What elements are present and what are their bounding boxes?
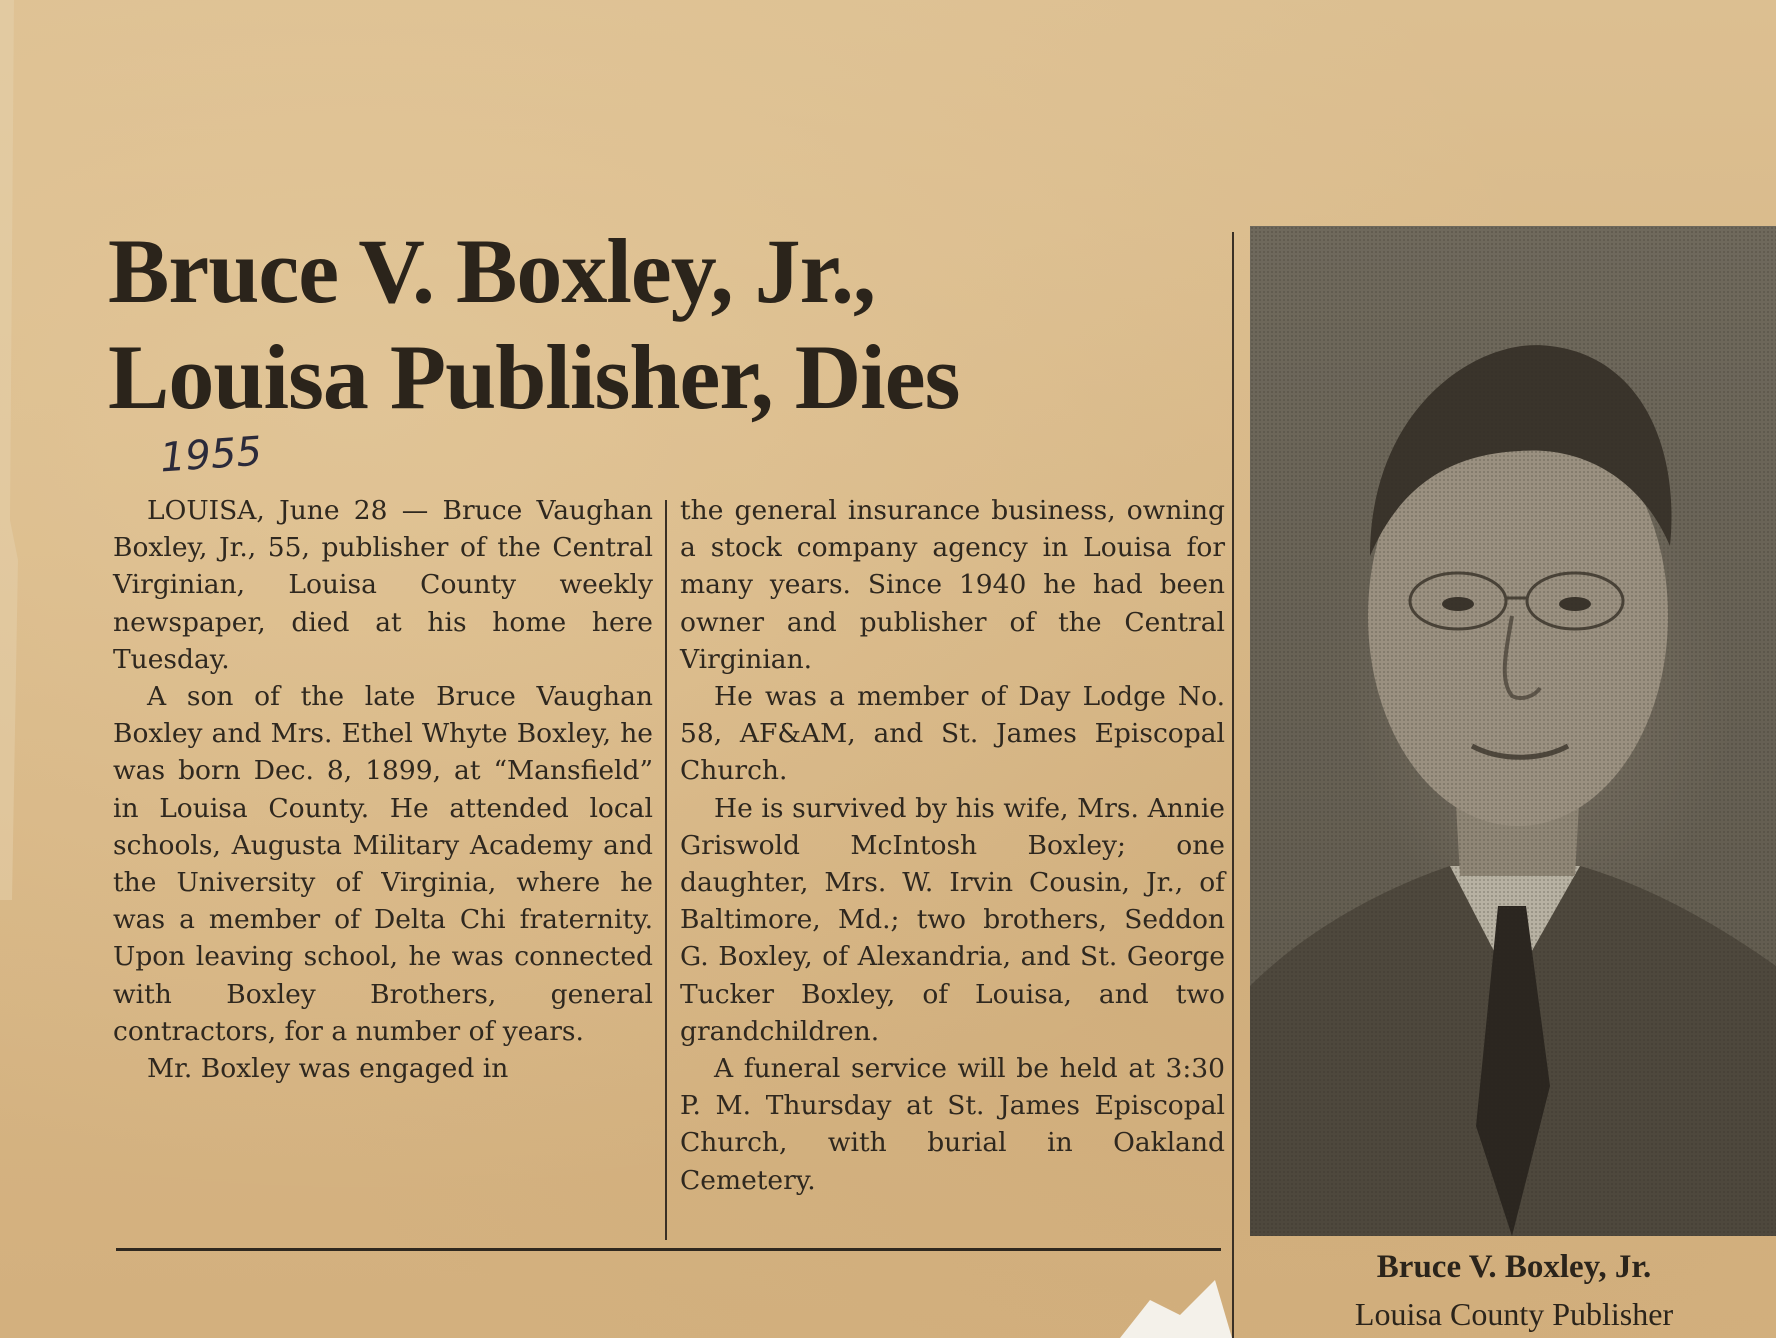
column2-paragraph-1: the general insurance business, owning a stock company agency in Louisa for many years. Since 1940 he had been owner and publisher of the Central Virginian. (680, 495, 1225, 675)
column2-paragraph-2: He was a member of Day Lodge No. 58, AF&AM, and St. James Episcopal Church. (680, 681, 1225, 787)
column2-paragraph-4: A funeral service will be held at 3:30 P. M. Thursday at St. James Episcopal Church, with burial in Oakland Cemetery. (680, 1053, 1225, 1196)
caption-name: Bruce V. Boxley, Jr. (1376, 1249, 1652, 1285)
column2-paragraph-3: He is survived by his wife, Mrs. Annie Griswold McIntosh Boxley; one daughter, Mrs. W. Irvin Cousin, Jr., of Baltimore, Md.; two brothers, Seddon G. Boxley, of Alexandria, and St. George Tucker Boxley, of Louisa, and two grandchildren. (680, 792, 1225, 1047)
column1-paragraph-1: LOUISA, June 28 — Bruce Vaughan Boxley, Jr., 55, publisher of the Central Virginian, Louisa County weekly newspaper, died at his home here Tuesday. (113, 495, 653, 675)
headline-line-1: Bruce V. Boxley, Jr., (108, 220, 876, 322)
column1-paragraph-2: A son of the late Bruce Vaughan Boxley and Mrs. Ethel Whyte Boxley, he was born Dec. 8, 1899, at “Mansfield” in Louisa County. He attended local schools, Augusta Military Academy and the University of Virginia, where he was a member of Delta Chi fraternity. Upon leaving school, he was connected with Boxley Brothers, general contractors, for a number of years. (113, 681, 653, 1047)
handwritten-year: 1955 (158, 428, 264, 482)
headline-line-2: Louisa Publisher, Dies (108, 326, 960, 428)
column1-paragraph-3: Mr. Boxley was engaged in (147, 1053, 509, 1085)
caption-title: Louisa County Publisher (1354, 1296, 1674, 1332)
